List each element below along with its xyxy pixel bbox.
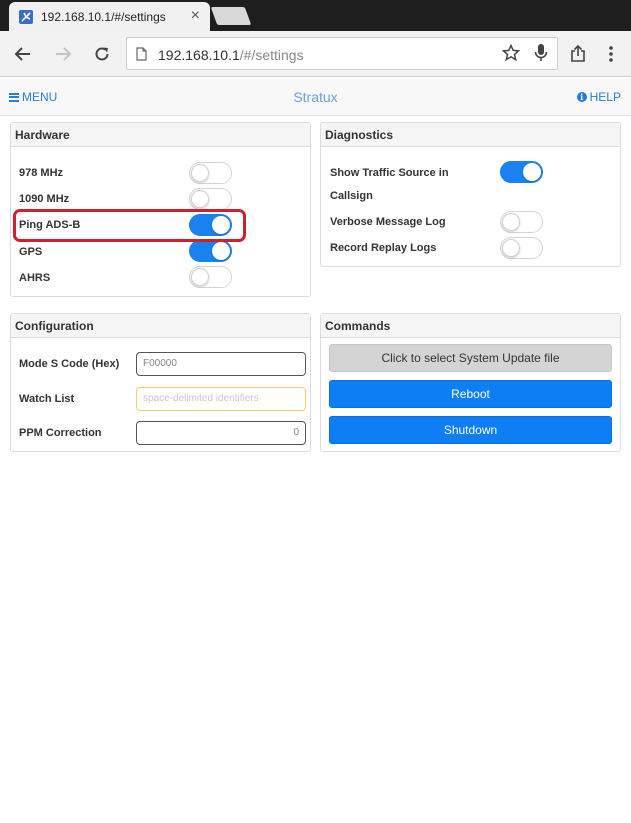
commands-heading: Commands — [321, 314, 620, 338]
diag-label-replay-logs: Record Replay Logs — [330, 242, 437, 254]
toggle-knob — [191, 190, 209, 208]
toggle-knob — [191, 268, 209, 286]
hardware-label-978: 978 MHz — [19, 167, 64, 179]
reload-icon[interactable] — [90, 42, 114, 66]
hardware-label-ping: Ping ADS-B — [19, 219, 81, 231]
toggle-978-mhz[interactable] — [189, 162, 232, 184]
help-label: HELP — [589, 90, 621, 104]
address-bar[interactable] — [126, 37, 558, 70]
url-text — [158, 47, 304, 63]
info-icon: i — [577, 92, 587, 102]
reboot-button[interactable]: Reboot — [329, 380, 612, 408]
url-path: /#/settings — [239, 47, 304, 63]
back-arrow-icon[interactable] — [11, 42, 35, 66]
app-title: Stratux — [293, 89, 338, 105]
toggle-gps[interactable] — [189, 240, 232, 262]
watch-list-label: Watch List — [19, 393, 75, 405]
microphone-icon[interactable] — [534, 43, 548, 68]
ppm-correction-label: PPM Correction — [19, 427, 102, 439]
ppm-correction-input[interactable]: 0 — [136, 421, 306, 445]
toggle-ahrs[interactable] — [189, 266, 232, 288]
toggle-1090-mhz[interactable] — [189, 188, 232, 210]
bookmark-star-icon[interactable] — [502, 44, 520, 67]
diag-label-verbose-log: Verbose Message Log — [330, 216, 446, 228]
diag-label-traffic-source: Show Traffic Source in — [330, 167, 449, 179]
diag-label-traffic-source-line2: Callsign — [330, 190, 373, 202]
toggle-show-traffic-source[interactable] — [500, 161, 543, 183]
hardware-label-gps: GPS — [19, 246, 43, 258]
help-button[interactable] — [577, 90, 621, 104]
toggle-knob — [191, 164, 209, 182]
toggle-knob — [523, 163, 541, 181]
tab-close-icon[interactable]: × — [190, 7, 200, 24]
stratux-favicon-icon — [19, 10, 33, 24]
menu-label: MENU — [22, 90, 58, 104]
forward-arrow-icon[interactable] — [51, 42, 75, 66]
ping-ads-b-highlight-box — [13, 209, 246, 242]
tab-title: 192.168.10.1/#/settings — [41, 9, 166, 24]
mode-s-code-input[interactable]: F00000 — [136, 352, 306, 376]
page-icon — [136, 47, 147, 66]
hardware-heading: Hardware — [11, 123, 310, 147]
hardware-label-1090: 1090 MHz — [19, 193, 70, 205]
new-tab-button[interactable] — [211, 7, 252, 25]
toggle-record-replay-logs[interactable] — [500, 237, 543, 259]
system-update-button[interactable]: Click to select System Update file — [329, 344, 612, 372]
toggle-knob — [502, 239, 520, 257]
toggle-knob — [502, 213, 520, 231]
browser-toolbar — [0, 31, 631, 77]
toggle-knob — [212, 242, 230, 260]
hardware-label-ahrs: AHRS — [19, 272, 51, 284]
mode-s-label: Mode S Code (Hex) — [19, 358, 120, 370]
app-navbar — [0, 78, 631, 116]
toggle-verbose-message-log[interactable] — [500, 211, 543, 233]
configuration-heading: Configuration — [11, 314, 310, 338]
diagnostics-heading: Diagnostics — [321, 123, 620, 147]
share-icon[interactable] — [566, 42, 590, 66]
url-host: 192.168.10.1 — [158, 47, 240, 63]
watch-list-input[interactable]: space-delimited identifiers — [136, 387, 306, 411]
browser-tab[interactable] — [9, 2, 210, 31]
shutdown-button[interactable]: Shutdown — [329, 416, 612, 444]
more-options-icon[interactable] — [599, 42, 623, 66]
browser-tab-strip — [0, 0, 631, 31]
